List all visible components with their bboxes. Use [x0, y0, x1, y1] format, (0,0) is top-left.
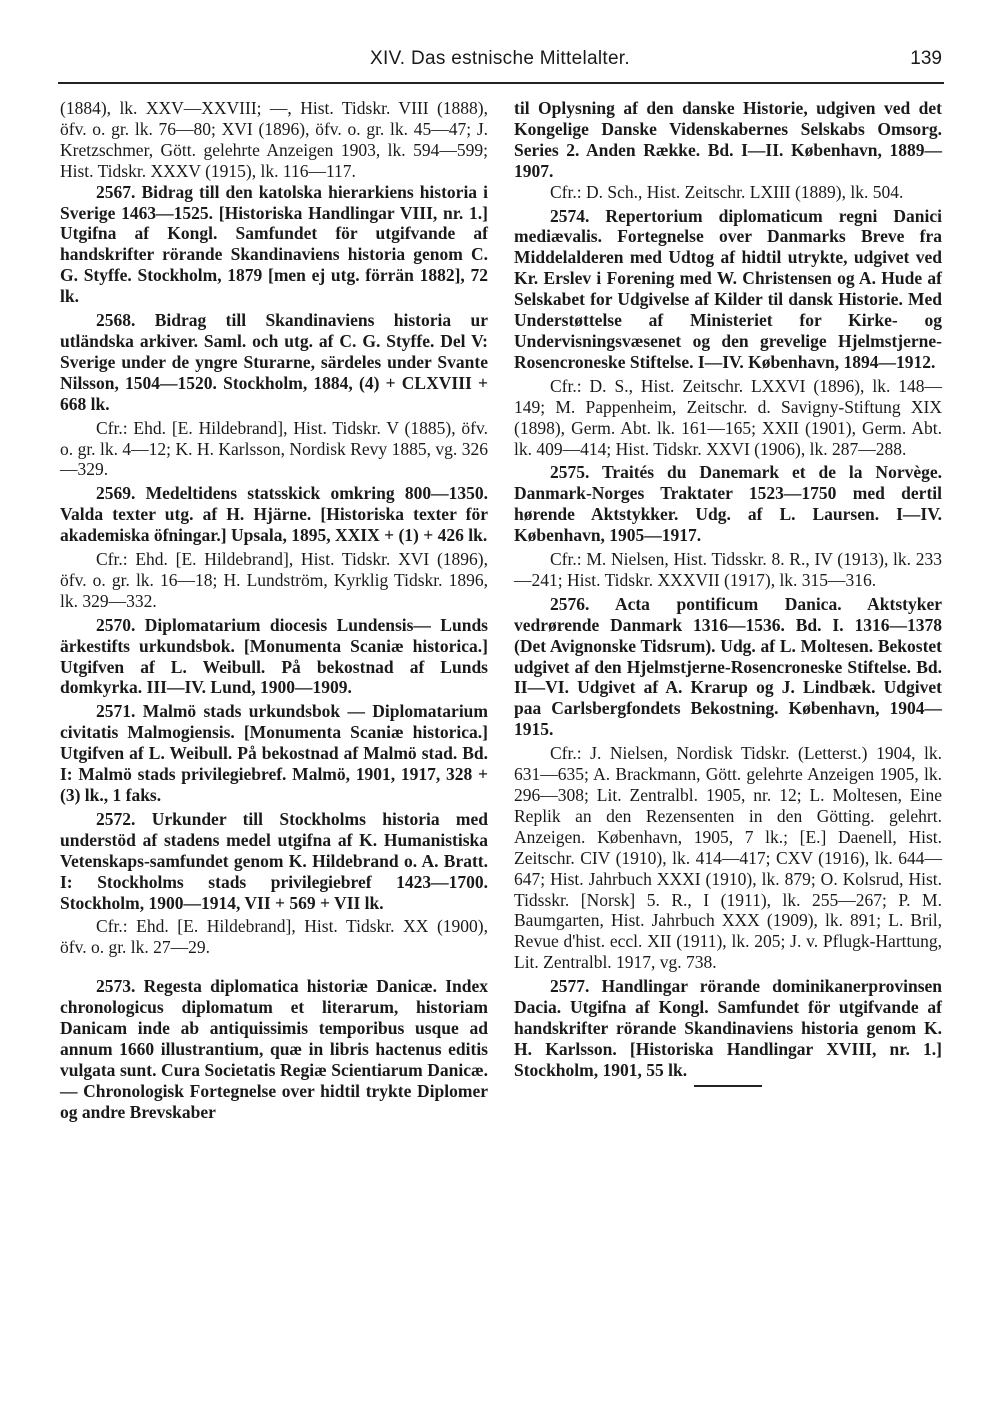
entry-2570: 2570. Diplomatarium diocesis Lundensis— Lunds ärkestifts urkundsbok. [Monumenta Scaniæ historica.] Utgifven af L. Weibull. På bekostnad af Lunds domkyrka. III—IV. Lund, 1900—1909.: [60, 614, 488, 698]
entry-2573-references: Cfr.: D. Sch., Hist. Zeitschr. LXIII (1889), lk. 504.: [550, 181, 904, 202]
left-column: [60, 98, 488, 1126]
entry-2572: 2572. Urkunder till Stockholms historia med understöd af stadens medel utgifna af K. Humanistiska Vetenskaps-samfundet genom K. Hildebrand o. A. Bratt. I: Stockholms stads privilegiebref 1423—1700. Stockholm, 1900—1914, VII + 569 + VII lk.: [60, 808, 488, 913]
entry-2575-references: Cfr.: M. Nielsen, Hist. Tidsskr. 8. R., IV (1913), lk. 233—241; Hist. Tidskr. XXXVII (1917), lk. 315—316.: [514, 549, 942, 590]
entry-2568-references: Cfr.: Ehd. [E. Hildebrand], Hist. Tidskr. V (1885), öfv. o. gr. lk. 4—12; K. H. Karlsson, Nordisk Revy 1885, vg. 326—329.: [60, 417, 488, 480]
header-rule: [58, 82, 944, 84]
end-rule: [694, 1085, 762, 1087]
continued-entry-text: (1884), lk. XXV—XXVIII; —, Hist. Tidskr. VIII (1888), öfv. o. gr. lk. 76—80; XVI (1896), öfv. o. gr. lk. 45—47; J. Kretzschmer, Gött. gelehrte Anzeigen 1903, lk. 594—599; Hist. Tidskr. XXXV (1915), lk. 116—117.: [60, 98, 488, 181]
entry-2569: 2569. Medeltidens statsskick omkring 800—1350. Valda texter utg. af H. Hjärne. [Historiska texter för akademiska öfningar.] Upsala, 1895, XXIX + (1) + 426 lk.: [60, 483, 488, 546]
right-column: [514, 98, 942, 1087]
section-gap: [60, 961, 488, 976]
entry-2571: 2571. Malmö stads urkundsbok — Diplomatarium civitatis Malmogiensis. [Monumenta Scaniæ historica.] Utgifven af L. Weibull. På bekostnad af Malmö stad. Bd. I: Malmö stads privilegiebref. Malmö, 1901, 1917, 328 + (3) lk., 1 faks.: [60, 701, 488, 805]
entry-2576: 2576. Acta pontificum Danica. Aktstyker vedrørende Danmark 1316—1536. Bd. I. 1316—1378 (Det Avignonske Tidsrum). Udg. af L. Moltesen. Bekostet udgivet af den Hjelmstjerne-Rosencroneske Stiftelse. Bd. II—VI. Udgivet af A. Krarup og J. Lindbæk. Udgivet paa Carlsbergfondets Bekostning. København, 1904—1915.: [514, 593, 942, 740]
entry-2575: 2575. Traités du Danemark et de la Norvège. Danmark-Norges Traktater 1523—1750 med dertil hørende Aktstykker. Udg. af L. Laursen. I—IV. København, 1905—1917.: [514, 462, 942, 546]
entry-2573: 2573. Regesta diplomatica historiæ Danicæ. Index chronologicus diplomatum et literarum, historiam Danicam inde ab antiquissimis temporibus usque ad annum 1660 illustrantium, quæ in libris hactenus editis vulgata sunt. Cura Societatis Regiæ Scientiarum Danicæ. — Chronologisk Fortegnelse over hidtil trykte Diplomer og andre Brevskaber: [60, 976, 488, 1122]
entry-2576-references: Cfr.: J. Nielsen, Nordisk Tidskr. (Letterst.) 1904, lk. 631—635; A. Brackmann, Gött. gelehrte Anzeigen 1905, lk. 296—308; Lit. Zentralbl. 1905, nr. 12; L. Moltesen, Eine Replik an den Rezensenten in den Götting. gelehrt. Anzeigen. København, 1905, 7 lk.; [E.] Daenell, Hist. Zeitschr. CIV (1910), lk. 414—417; CXV (1916), lk. 644—647; Hist. Jahrbuch XXXI (1910), lk. 879; O. Kolsrud, Hist. Tidsskr. [Norsk] 5. R., I (1911), lk. 255—267; P. M. Baumgarten, Hist. Jahrbuch XXX (1909), lk. 891; L. Bril, Revue d'hist. eccl. XII (1911), lk. 205; J. v. Pflugk-Harttung, Lit. Zentralbl. 1917, vg. 738.: [514, 743, 942, 973]
entry-2572-references: Cfr.: Ehd. [E. Hildebrand], Hist. Tidskr. XX (1900), öfv. o. gr. lk. 27—29.: [60, 916, 488, 958]
entry-2574-references: Cfr.: D. S., Hist. Zeitschr. LXXVI (1896), lk. 148—149; M. Pappenheim, Zeitschr. d. Savigny-Stiftung XIX (1898), Germ. Abt. lk. 161—165; XXII (1901), Germ. Abt. lk. 409—414; Hist. Tidskr. XXVI (1906), lk. 287—288.: [514, 375, 942, 459]
running-head: [0, 48, 1000, 78]
entry-2567: 2567. Bidrag till den katolska hierarkiens historia i Sverige 1463—1525. [Historiska Handlingar VIII, nr. 1.] Utgifna af Kongl. Samfundet för utgifvande af handskrifter rörande Skandinaviens historia genom C. G. Styffe. Stockholm, 1879 [men ej utg. förrän 1882], 72 lk.: [60, 181, 488, 307]
entry-2568: 2568. Bidrag till Skandinaviens historia ur utländska arkiver. Saml. och utg. af C. G. Styffe. Del V: Sverige under de yngre Sturarne, särdeles under Svante Nilsson, 1504—1520. Stockholm, 1884, (4) + CLXVIII + 668 lk.: [60, 310, 488, 414]
entry-2577: 2577. Handlingar rörande dominikanerprovinsen Dacia. Utgifna af Kongl. Samfundet för utgifvande af handskrifter rörande Skandinaviens historia genom K. H. Karlsson. [Historiska Handlingar XVIII, nr. 1.] Stockholm, 1901, 55 lk.: [514, 976, 942, 1080]
chapter-title: XIV. Das estnische Mittelalter.: [370, 48, 630, 69]
entry-2569-references: Cfr.: Ehd. [E. Hildebrand], Hist. Tidskr. XVI (1896), öfv. o. gr. lk. 16—18; H. Lundström, Kyrklig Tidskr. 1896, lk. 329—332.: [60, 549, 488, 611]
entry-2573-continued: til Oplysning af den danske Historie, udgiven ved det Kongelige Danske Videnskabernes Selskabs Omsorg. Series 2. Anden Række. Bd. I—II. København, 1889—1907.: [514, 98, 942, 181]
page-number: 139: [910, 48, 942, 69]
entry-2574: 2574. Repertorium diplomaticum regni Danici mediævalis. Fortegnelse over Danmarks Breve fra Middelalderen med Udtog af hidtil utrykte, udgivet ved Kr. Erslev i Forening med W. Christensen og A. Hude af Selskabet for Udgivelse af Kilder til dansk Historie. Med Understøttelse af Ministeriet for Kirke- og Undervisningsvæsenet og den grevelige Hjelmstjerne-Rosencroneske Stiftelse. I—IV. København, 1894—1912.: [514, 205, 942, 372]
